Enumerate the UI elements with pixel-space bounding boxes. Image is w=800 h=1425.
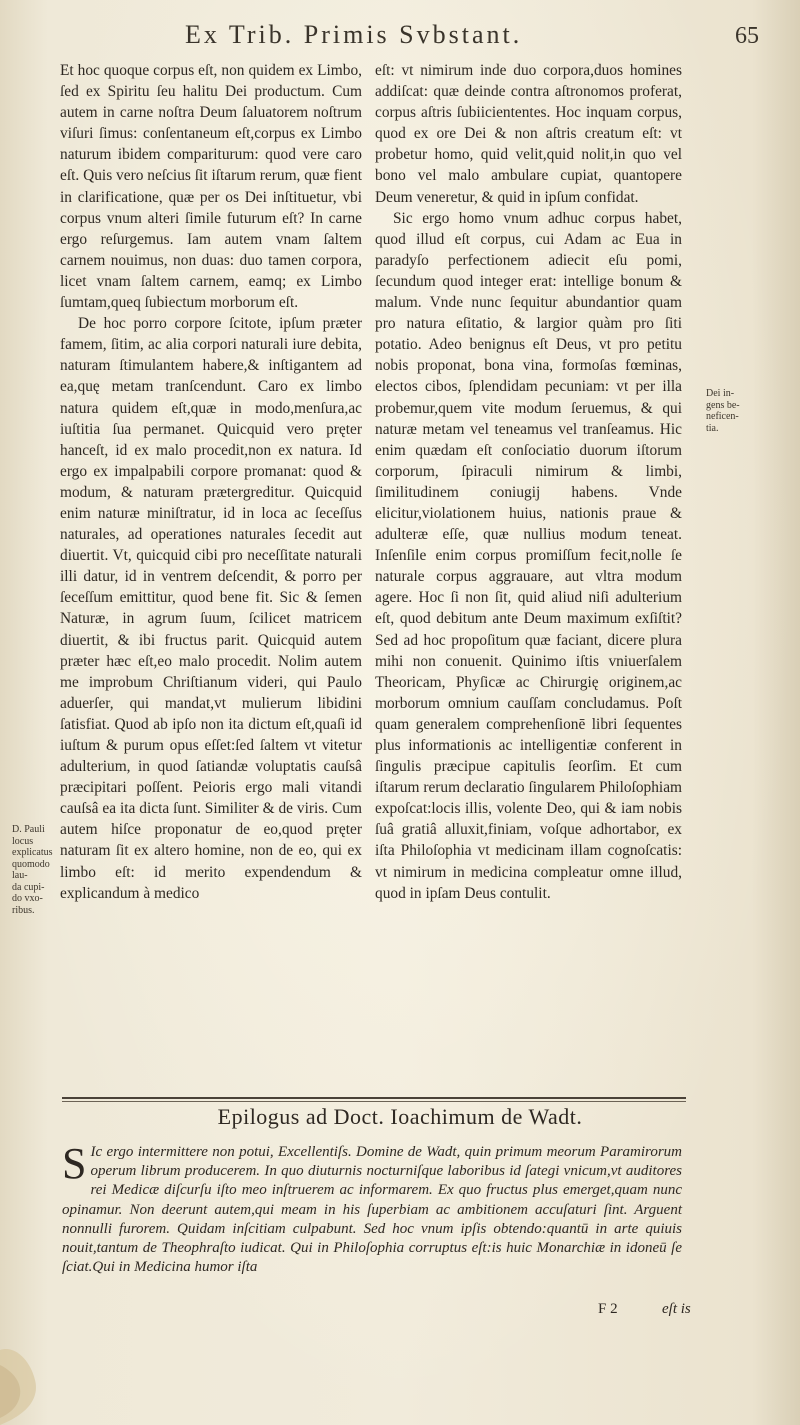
page-number: 65 bbox=[735, 23, 759, 49]
left-text-column bbox=[60, 60, 362, 904]
margin-note-right: Dei in- gens be- neficen- tia. bbox=[706, 388, 740, 434]
section-divider-thin bbox=[62, 1101, 686, 1102]
section-divider bbox=[62, 1097, 686, 1099]
catchword: eſt is bbox=[662, 1301, 691, 1317]
signature-mark: F 2 bbox=[598, 1301, 618, 1317]
paragraph: Sic ergo homo vnum adhuc corpus habet, quod illud eſt corpus, cui Adam ac Eua in paradyſo perfectionem adiecit eſu pomi, ſecundum quod integer erat: intellige bonum & malum. Vnde nunc ſequitur abundantior quam pro natura eſitatio, & largior quàm pro ſiti potatio. Adeo benignus eſt Deus, vt pro petitu nobis proponat, bona vina, formoſas fœminas, electos cibos, ſplendidam pecuniam: vt per illa probemur,quem vite modum ſeruemus, & qui naturæ metam vel teneamus vel tranſeamus. Hic enim quædam eſt conſociatio duorum iſtorum corporum, ſpiraculi nimirum & limbi, ſimilitudinem coniugij habens. Vnde elicitur,violationem huius, nationis praue & adulteræ eſſe, quæ nullius modum teneat. Inſenſile enim corpus promiſſum fecit,nolle ſe naturale corpus aggrauare, aut vltra modum agere. Hoc ſi non ſit, quid aliud niſi adulterium eſt, quod debitum ante Deum maximum exſiſtit? Sed ad hoc propoſitum quæ faciant, dicere plura mihi non conuenit. Quinimo iſtis vniuerſalem Theoricam, Phyſicæ ac Chirurgię originem,ac morborum omnium cauſſam concludamus. Poſt quam generalem comprehenſionē libri ſequentes plus informationis ac intelligentiæ conferent in ſingulis præcipue capitulis ſeorſim. Et cum iſtarum rerum declaratio ſingularem Philoſophiam expoſcat:locis illis, volente Deo, qui & iam nobis ſuâ gratiâ alluxit,finiam, voſque adhortabor, ex iſta Philoſophia vt medicinam illam cognoſcatis: vt nimirum in medicina compleatur omne illud, quod in ipſam Deus contulit. bbox=[375, 209, 682, 902]
margin-note-left: D. Pauli locus explicatus quomodo lau- da cupi- do vxo- ribus. bbox=[12, 824, 53, 916]
drop-cap: S bbox=[62, 1139, 87, 1188]
paragraph: De hoc porro corpore ſcitote, ipſum præter famem, ſitim, ac alia corpori naturali iure debita, naturam ſtimulantem habere,& inſtigantem ad ea,quę metam tranſcendunt. Caro ex limbo natura quidem eſt,quæ in modo,menſura,ac iuſtitia ſua permanet. Quicquid vero pręter hanceſt, id ex malo procedit,non ex natura. Id ergo ex impalpabili corpore promanat: quod & modum, & naturam prætergreditur. Quicquid enim naturæ miniſtratur, id in loca ac ſeceſſus naturales, ad operationes naturales ſecedit aut diuertit. Vt, quicquid cibi pro neceſſitate naturali illi datur, id in ventrem deſcendit, & porro per ſeceſſum emittitur, quod bene fit. Sic & ſemen Naturæ, in agrum ſuum, ſcilicet matricem diuertit, & ibi fructus parit. Quicquid autem præter hæc eſt,eo malo procedit. Nolim autem me improbum Chriſtianum videri, qui Paulo aduerſer, qui mandat,vt mulierum libidini ſatisfiat. Quod ab ipſo non ita dictum eſt,quaſi id iuſtum & purum opus eſſet:ſed ſaltem vt vitetur adulterium, in quod ſatiandæ voluptatis cauſsâ præcipitari poſſent. Peioris ergo mali vitandi cauſsâ ea ita dicta ſunt. Similiter & de viris. Cum autem hiſce proponatur de eo,quod pręter naturam ſit ex altero homine, non de eo, qui ex limbo eſt: id merito expendendum & explicandum à medico bbox=[60, 315, 362, 902]
page-header bbox=[0, 20, 800, 54]
paragraph: Et hoc quoque corpus eſt, non quidem ex Limbo, ſed ex Spiritu ſeu halitu Dei productum. Cum autem in carne noſtra Deum ſaluatorem noſtrum viſuri ſimus: conſentaneum eſt,corpus ex Limbo naturum ibidem compariturum: quod vere caro eſt. Quis vero neſcius ſit iſtarum rerum, quæ fient in clarificatione, quæ per os Dei inſtituetur, vbi corpus vnum alteri ſimile futurum eſt? In carne ergo reſurgemus. Iam autem vnam ſaltem carnem nouimus, non duas: duo tamen corpora, licet vnam ſaltem carnem, eamq; ex Limbo ſumtam,queq ſubiectum morborum eſt. bbox=[60, 62, 362, 312]
epilogue-paragraph: Ic ergo intermittere non potui, Excellentiſs. Domine de Wadt, quin primum meorum Paramirorum operum librum producerem. In quo diuturnis nocturniſque laboribus id ſategi vnicum,vt auditores rei Medicæ diſcurſu iſto meo inſtruerem ac informarem. Ex quo fructus plus emerget,quam nunc opinamur. Non deerunt autem,qui meam in his ſuperbiam ac ambitionem accuſaturi ſint. Arguent nonnulli furorem. Quidam inſcitiam culpabunt. Sed hoc vnum ipſis obtendo:quantū in arte quiuis nouit,tantum de Theophraſto iudicat. Qui in Philoſophia corruptus eſt:is huic Monarchiæ in idoneū ſe ſciat.Qui in Medicina humor iſta bbox=[62, 1144, 682, 1276]
paper-damage-stain bbox=[0, 1340, 60, 1425]
epilogue-title: Epilogus ad Doct. Ioachimum de Wadt. bbox=[217, 1104, 583, 1129]
running-title: Ex Trib. Primis Svbstant. bbox=[185, 20, 523, 49]
right-text-column bbox=[375, 60, 682, 904]
paragraph: eſt: vt nimirum inde duo corpora,duos homines addiſcat: quæ deinde contra aſtronomos proferat, corpus aſtris ſubiiciententes. Hoc inquam corpus, quod ex ore Dei & non aſtris creatum eſt: vt probetur homo, quid velit,quid nolit,in quo vel bono vel malo ambulare cupiat, quantopere Deum veneretur, & quid in ipſum confidat. bbox=[375, 62, 682, 206]
epilogue-text bbox=[62, 1139, 682, 1277]
